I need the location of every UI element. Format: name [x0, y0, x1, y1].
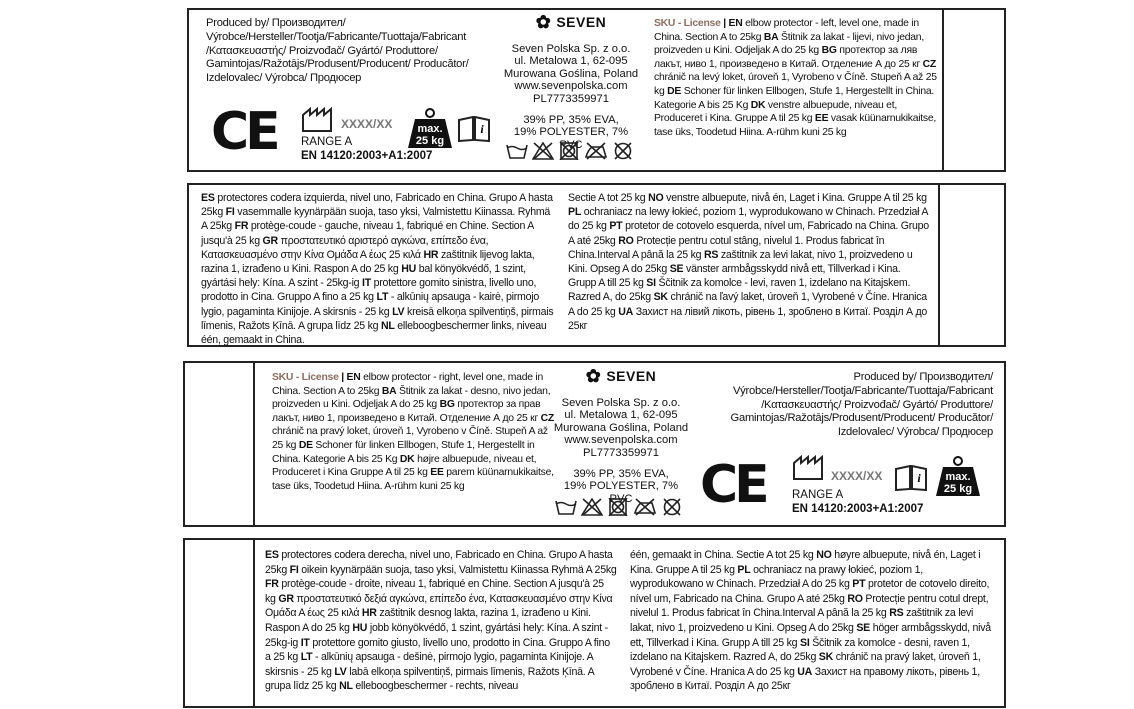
- weight-max: max.: [945, 471, 971, 483]
- cut-line: [942, 10, 944, 170]
- weight-value: 25 kg: [415, 135, 445, 147]
- language-column-2: één, gemaakt in China. Sectie A tot 25 kg NO høyre albuepute, nivå én, Laget i Kina. Gruppe A til 25 kg PL ochraniacz na prawy łokieć, poziom 1, wyprodukowano w Chinach. Przedział A do 25 kg PT protetor de cotovelo direito, nível um, Fabricado na China. Grupo A até 25kg RO Protecție pentru cotul drept, nivelul 1. Produs fabricat în China.Interval A până la 25 kg RS zaštitnik za levi lakat, nivo 1, proizvedeno u Kini. Opseg A do 25kg SE höger armbågsskydd, nivå ett, Tillverkad i Kina. Grupp A till 25 kg SI Ščitnik za komolce - desni, raven 1, izdelano na Kitajskem. Razred A, do 25kg SK chránič na pravý laket, úroveň 1, Vyrobené v Číne. Hranica A do 25 kg UA Захист на правому лікоть, рівень 1, зроблено в Китаї. Розділ А до 25кг: [630, 549, 991, 693]
- weight-value: 25 kg: [943, 483, 973, 495]
- language-column-2: Sectie A tot 25 kg NO venstre albuepute, nivå én, Laget i Kina. Gruppe A til 25 kg PL ochraniacz na lewy łokieć, poziom 1, wyprodukowano w Chinach. Przedział A do 25 kg PT protetor de cotovelo esquerda, nível um, Fabricado na China. Grupo A até 25kg RO Protecție pentru cotul stâng, nivelul 1. Produs fabricat în China.Interval A până la 25 kg RS zaštitnik za levi lakat, nivo 1, proizvedeno u Kini. Opseg A do 25kg SE vänster armbågsskydd nivå ett, Tillverkad i Kina. Grupp A till 25 kg SI Ščitnik za komolce - levi, raven 1, izdelano na Kitajskem. Razred A, do 25kg SK chránič na ľavý laket, úroveň 1, Vyrobené v Číne. Hranica A do 25 kg UA Захист на лівий лікоть, рівень 1, зроблено в Китаї. Розділ А до 25кг: [568, 192, 929, 332]
- no-tumble-dry-icon: [661, 498, 683, 516]
- seven-logo: ✿ SEVEN: [585, 366, 657, 386]
- care-icons: [506, 142, 634, 160]
- no-iron-icon: [633, 498, 657, 516]
- date-code: XXXX/XX: [341, 117, 393, 131]
- no-bleach-icon: [532, 142, 554, 160]
- language-column-1: ES protectores codera izquierda, nivel uno, Fabricado en China. Grupo A hasta 25kg FI vasemmalle kyynärpään suoja, taso yksi, Valmistettu Kiinassa. Ryhmä A 25kg FR protège-coude - gauche, niveau 1, fabriqué en Chine. Section A jusqu'à 25 kg GR προστατευτικό αριστερό αγκώνα, επίπεδο ένα, Κατασκευασμένο στην Κίνα Ομάδα Α έως 25 κιλά HR zaštitnik lijevog lakta, razina 1, izrađeno u Kini. Raspon A do 25 kg HU bal könyökvédő, 1 szint, gyártási hely: Kína. A szint - 25kg-ig IT protettore gomito sinistra, livello uno, prodotto in Cina. Gruppo A fino a 25 kg LT - alkūnių apsauga - kairė, pirmojo lygio, pagaminta Kinijoje. A skirsnis - 25 kg LV kreisā elkoņa spilventiņš, pirmais līmenis, Ražots Ķīnā. A grupa līdz 25 kg NL elleboogbeschermer links, niveau één, gemaakt in China.: [201, 192, 554, 347]
- cut-line: [253, 540, 255, 706]
- seven-address-block: ✿ SEVEN Seven Polska Sp. z o.o. ul. Metalowa 1, 62-095 Murowana Goślina, Poland www.sevenpolska.com PL7773359971 39% PP, 35% EVA, 19% POLYESTER, 7% PVC: [501, 16, 641, 151]
- instructions-book-icon: [457, 116, 491, 147]
- sku-multilang-text: SKU - License | EN elbow protector - left, level one, made in China. Section A to 25kg BA Štitnik za lakat - lijevi, nivo jedan, proizveden u Kini. Odjeljak A do 25 kg BG протектор за ляв лакът, ниво 1, произведено в Китай. Отделение А до 25 кг CZ chránič na levý loket, úroveň 1, Vyrobeno v Číně. Stupeň A až 25 kg DE Schoner für linken Ellbogen, Stufe 1, Hergestellt in China. Kategorie A bis 25 Kg DK venstre albuepude, niveau et, Produceret i Kina. Gruppe A til 25 kg EE vasak küünarnukikaitse, tase üks, Toodetud Hiina. A-rühm kuni 25 kg: [654, 18, 937, 138]
- weight-icon: [935, 455, 981, 502]
- cut-line: [938, 185, 940, 345]
- ce-mark: CE: [211, 102, 277, 162]
- seven-logo-icon: ✿: [535, 12, 552, 32]
- manufacturer-heading: Produced by/ Производител/ Výrobce/Hersteller/Tootja/Fabricante/Tuottaja/Fabricant /Κατασκευαστής/ Proizvođač/ Gyártó/ Produttore/ Gamintojas/Ražotājs/Produsent/Producent/ Producător/ Izdelovalec/ Výrobca/ Продюсер: [730, 371, 993, 439]
- ce-mark: CE: [700, 455, 766, 515]
- factory-date-icon: [792, 455, 826, 486]
- wash-icon: [555, 498, 577, 516]
- info-symbol: i: [480, 122, 484, 136]
- info-symbol: i: [917, 471, 921, 485]
- seven-address-block: ✿ SEVEN Seven Polska Sp. z o.o. ul. Metalowa 1, 62-095 Murowana Goślina, Poland www.sevenpolska.com PL7773359971 39% PP, 35% EVA, 19% POLYESTER, 7% PVC: [551, 370, 691, 505]
- seven-logo-icon: ✿: [585, 366, 602, 386]
- date-code: XXXX/XX: [831, 469, 883, 483]
- factory-date-icon: [301, 107, 335, 138]
- no-bleach-icon: [581, 498, 603, 516]
- no-dry-clean-icon: [607, 498, 629, 516]
- sku-multilang-text: SKU - License | EN elbow protector - right, level one, made in China. Section A to 25kg BA Štitnik za lakat - desno, nivo jedan, proizveden u Kini. Odjeljak A do 25 kg BG протектор за прав лакът, ниво 1, произведено в Китай. Отделение А до 25 кг CZ chránič na pravý loket, úroveň 1, Vyrobeno v Číně. Stupeň A až 25 kg DE Schoner für linken Ellbogen, Stufe 1, Hergestellt in China. Kategorie A bis 25 Kg DK højre albuepude, niveau et, Produceret i Kina Gruppe A til 25 kg EE parem küünarnukikaitse, tase üks, Toodetud Hiina. A-rühm kuni 25 kg: [272, 372, 555, 492]
- label-right-back: [183, 538, 1006, 708]
- label-right-front: [183, 361, 1006, 527]
- language-column-1: ES protectores codera derecha, nivel uno, Fabricado en China. Grupo A hasta 25kg FI oikein kyynärpään suoja, taso yksi, Valmistettu Kiinassa Ryhmä A 25kg FR protège-coude - droite, niveau 1, fabriqué en Chine. Section A jusqu'à 25 kg GR προστατευτικό δεξιά αγκώνα, επίπεδο ένα, Κατασκευασμένο στην Κίνα Ομάδα Α έως 25 κιλά HR zaštitnik desnog lakta, razina 1, izrađeno u Kini. Raspon A do 25 kg HU jobb könyökvédő, 1 szint, gyártási hely: Kína. A szint - 25kg-ig IT protettore gomito giusto, livello uno, prodotto in Cina. Gruppo A fino a 25 kg LT - alkūnių apsauga - dešinė, pirmojo lygio, pagaminta Kinijoje. A skirsnis - 25 kg LV labā elkoņa spilventiņš, pirmais līmenis, Ražots Ķīnā. A grupa līdz 25 kg NL elleboogbeschermer - rechts, niveau: [265, 549, 617, 693]
- no-iron-icon: [584, 142, 608, 160]
- weight-max: max.: [417, 123, 443, 135]
- wash-icon: [506, 142, 528, 160]
- label-left-front: [187, 8, 1006, 172]
- range-standard: RANGE A EN 14120:2003+A1:2007: [301, 136, 433, 162]
- label-left-back: [187, 183, 1006, 347]
- no-dry-clean-icon: [558, 142, 580, 160]
- seven-logo: ✿ SEVEN: [535, 12, 607, 32]
- care-icons: [555, 498, 683, 516]
- range-standard: RANGE A EN 14120:2003+A1:2007: [792, 489, 924, 515]
- cut-line: [253, 363, 255, 525]
- manufacturer-heading: Produced by/ Производител/ Výrobce/Hersteller/Tootja/Fabricante/Tuottaja/Fabricant /Κατασκευαστής/ Proizvođač/ Gyártó/ Produttore/ Gamintojas/Ražotājs/Produsent/Producent/ Producător/ Izdelovalec/ Výrobca/ Продюсер: [206, 17, 469, 85]
- no-tumble-dry-icon: [612, 142, 634, 160]
